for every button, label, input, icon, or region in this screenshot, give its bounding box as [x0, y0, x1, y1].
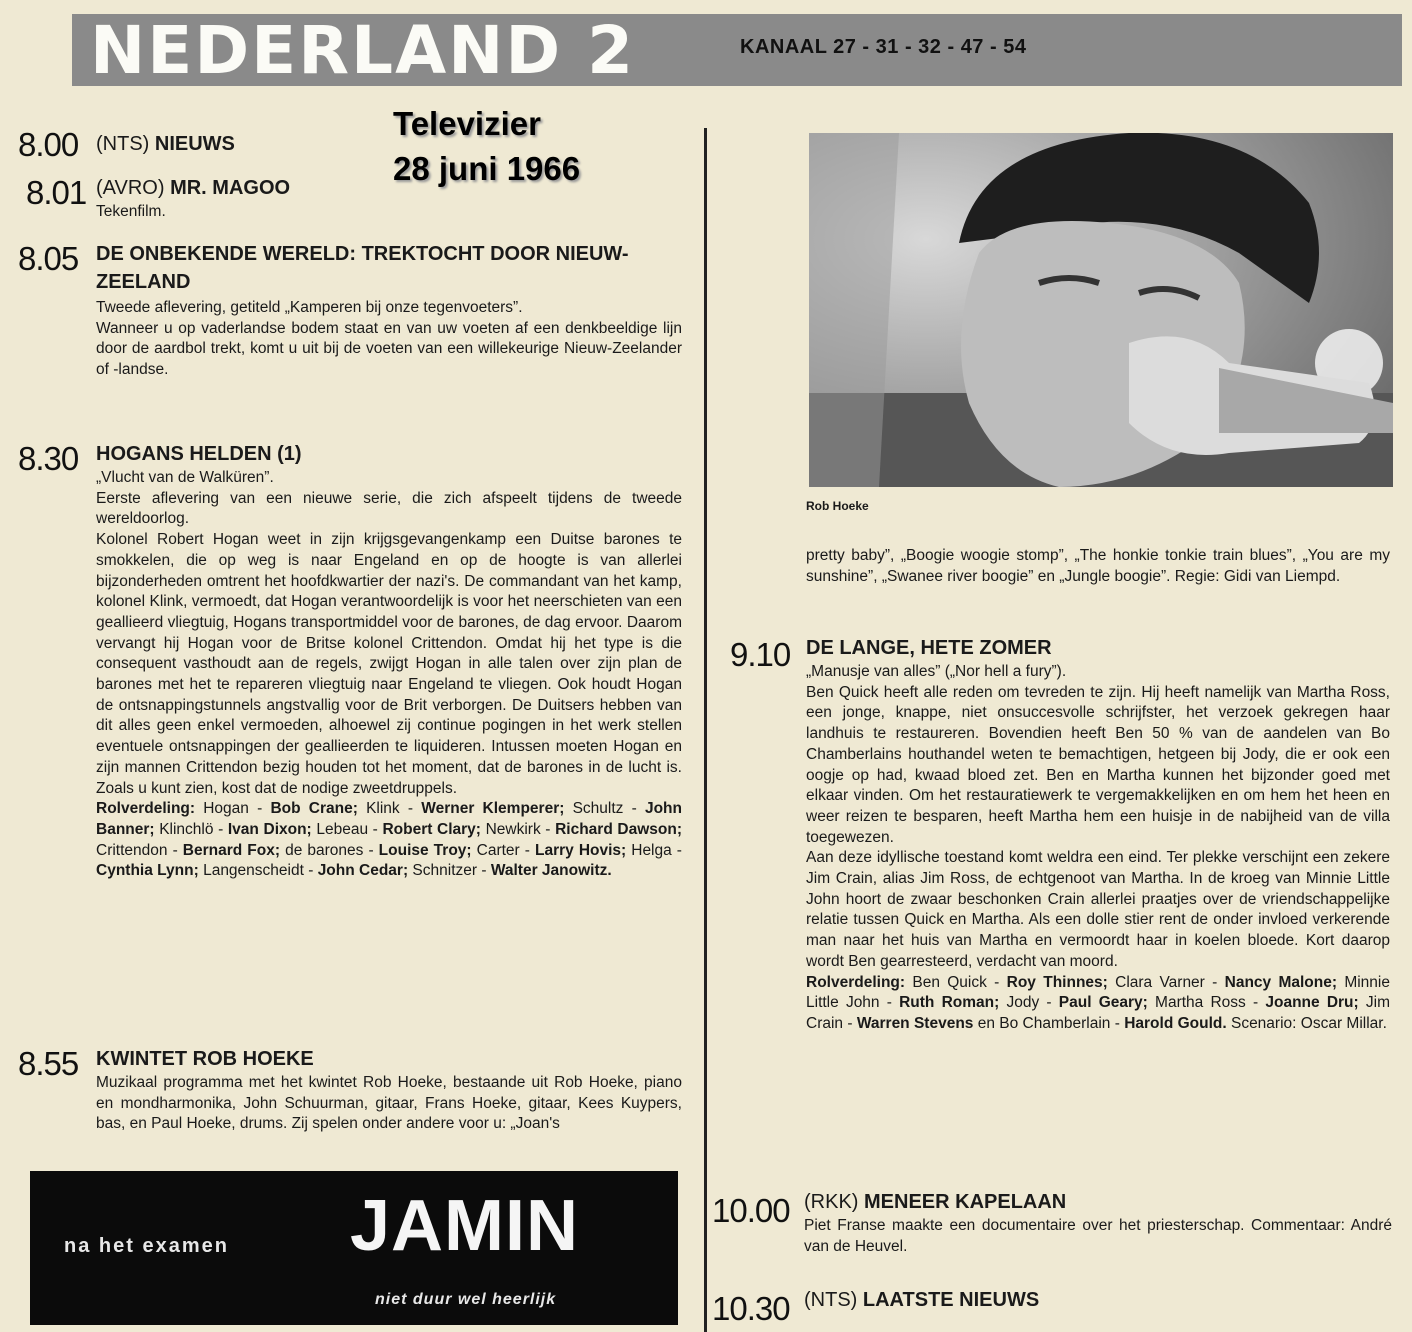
- cast-bold: John Cedar;: [317, 862, 409, 880]
- program-time: 9.10: [730, 636, 791, 673]
- cast-text: Helga -: [626, 841, 682, 859]
- program-description: pretty baby”, „Boogie woogie stomp”, „The honkie tonkie train blues”, „You are my sunshine”, „Swanee river boogie” en „Jungle boogie”. Regie: Gidi van Liempd.: [806, 547, 1390, 585]
- program-broadcaster: (AVRO): [96, 177, 165, 199]
- program-time: 8.01: [26, 174, 87, 211]
- program-cast: [96, 799, 682, 882]
- program-broadcaster: (NTS): [96, 133, 150, 155]
- program-8-55-continued: [806, 546, 1390, 587]
- cast-bold: Joanne Dru;: [1265, 994, 1359, 1012]
- cast-bold: Louise Troy;: [378, 841, 472, 859]
- cast-text: Martha Ross -: [1147, 994, 1266, 1012]
- cast-text: Klinchlö -: [154, 820, 228, 838]
- program-10-00: [712, 1188, 1392, 1257]
- channel-numbers: KANAAL 27 - 31 - 32 - 47 - 54: [740, 36, 1027, 58]
- cast-bold: Rolverdeling:: [96, 800, 196, 818]
- program-title: KWINTET ROB HOEKE: [96, 1048, 314, 1070]
- jamin-advertisement: [30, 1171, 678, 1325]
- cast-text: Crittendon -: [96, 841, 183, 859]
- cast-text: Jim Crain -: [806, 994, 1390, 1032]
- program-8-01: [26, 174, 386, 223]
- ad-tagline-top: na het examen: [64, 1235, 229, 1257]
- cast-text: Jody -: [999, 994, 1059, 1012]
- program-broadcaster: (NTS): [804, 1289, 858, 1311]
- cast-bold: Ruth Roman;: [899, 994, 1000, 1012]
- program-description: Muzikaal programma met het kwintet Rob Hoeke, bestaande uit Rob Hoeke, piano en mondharmonika, John Schuurman, gitaar, Frans Hoeke, gitaar, Kees Kuypers, bas, en Paul Hoeke, drums. Zij spelen onder andere voor u: „Joan's: [96, 1074, 682, 1133]
- cast-bold: Nancy Malone;: [1224, 973, 1338, 991]
- cast-text: Minnie Little John -: [806, 973, 1390, 1012]
- cast-bold: Harold Gould.: [1124, 1014, 1227, 1032]
- program-8-30: [18, 440, 682, 882]
- channel-title: NEDERLAND 2: [90, 12, 636, 89]
- cast-bold: John Banner;: [96, 800, 682, 838]
- cast-bold: Richard Dawson;: [555, 820, 683, 838]
- program-9-10: [730, 634, 1390, 1035]
- program-time: 8.30: [18, 440, 79, 477]
- cast-bold: Larry Hovis;: [534, 841, 627, 859]
- program-description: Tekenfilm.: [96, 203, 166, 220]
- ad-brand-logo: JAMIN: [350, 1186, 580, 1266]
- cast-text: en Bo Chamberlain -: [973, 1014, 1125, 1032]
- program-10-30: [712, 1286, 1392, 1327]
- program-description: „Manusje van alles” („Nor hell a fury”). Ben Quick heeft alle reden om tevreden te zijn. Hij heeft namelijk van Martha Ross, een jonge, knappe, niet onsuccesvolle schrijfster, het verzoek gekregen haar landhuis te restaureren. Bovendien heeft Ben 50 % van de aandelen van Bo Chamberlains houthandel weten te bemachtigen, hetgeen bij Jody, die er ook een oogje op had, kwaad bloed zet. Ben en Martha kunnen het bijzonder goed met elkaar vinden. Om het restauratiewerk te vergemakkelijken en om hem het heen en weer reizen te besparen, heeft Martha hem een huisje in de nabijheid van de villa toegewezen. Aan deze idyllische toestand komt weldra een eind. Ter plekke verschijnt een zekere Jim Crain, alias Jim Ross, de echtgenoot van Martha. In de kroeg van Minnie Little John hoort de zwaar beschonken Crain allerlei praatjes over de vriendschappelijke relatie tussen Quick en Martha. Als een dolle stier rent de onder invloed verkerende man naar het huis van Martha en vermoordt haar in koelen bloede. Kort daarop wordt Ben gearresteerd, verdacht van moord. Rolverdeling: Ben Quick - Roy Thinnes; Clara Varner - Nancy Malone; Minnie Little John - Ruth Roman; Jody - Paul Geary; Martha Ross - Joanne Dru; Jim Crain - Warren Stevens en Bo Chamberlain - Harold Gould. Scenario: Oscar Millar.: [806, 662, 1390, 1035]
- cast-text: Ben Quick -: [905, 973, 1007, 991]
- cast-text: Schnitzer -: [408, 862, 491, 880]
- cast-bold: Roy Thinnes;: [1006, 973, 1108, 991]
- column-divider: [704, 128, 707, 1332]
- rob-hoeke-photo: [809, 133, 1393, 487]
- program-title: DE LANGE, HETE ZOMER: [806, 637, 1052, 659]
- cast-text: Klink -: [357, 800, 422, 818]
- cast-bold: Werner Klemperer;: [421, 800, 565, 818]
- musician-harmonica-image: [809, 133, 1393, 487]
- cast-text: de barones -: [280, 841, 379, 859]
- program-title: MENEER KAPELAAN: [864, 1191, 1067, 1213]
- program-8-55: [18, 1045, 682, 1157]
- program-description: Piet Franse maakte een documentaire over het priesterschap. Commentaar: André van de Heuvel.: [804, 1217, 1392, 1255]
- cast-bold: Ivan Dixon;: [227, 820, 312, 838]
- program-description: Tweede aflevering, getiteld „Kamperen bij onze tegenvoeters”. Wanneer u op vaderlandse bodem staat en van uw voeten af een denkbeeldige lijn door de aardbol trekt, komt u uit bij de voeten van een willekeurige Nieuw-Zeelander of -landse.: [96, 299, 682, 379]
- cast-text: Schultz -: [564, 800, 645, 818]
- cast-text: Carter -: [471, 841, 535, 859]
- cast-bold: Cynthia Lynn;: [96, 862, 199, 880]
- program-time: 10.30: [712, 1290, 790, 1327]
- source-label: [393, 101, 580, 191]
- program-8-00: [18, 126, 358, 163]
- program-broadcaster: (RKK): [804, 1191, 859, 1213]
- cast-bold: Paul Geary;: [1058, 994, 1148, 1012]
- program-title: NIEUWS: [154, 133, 235, 155]
- cast-text: Hogan -: [195, 800, 271, 818]
- cast-bold: Warren Stevens: [856, 1014, 974, 1032]
- cast-bold: Rolverdeling:: [806, 973, 906, 991]
- cast-bold: Bob Crane;: [270, 800, 358, 818]
- ad-tagline-bottom: niet duur wel heerlijk: [375, 1291, 557, 1308]
- program-title: HOGANS HELDEN (1): [96, 443, 302, 465]
- photo-caption: Rob Hoeke: [806, 499, 869, 513]
- program-title: MR. MAGOO: [170, 177, 291, 199]
- program-time: 8.00: [18, 126, 79, 163]
- cast-text: Clara Varner -: [1107, 973, 1225, 991]
- program-cast: [806, 973, 1390, 1035]
- source-magazine: Televizier: [393, 105, 541, 142]
- channel-header: [72, 12, 1402, 89]
- program-title: LAATSTE NIEUWS: [862, 1289, 1040, 1311]
- program-time: 8.05: [18, 240, 79, 277]
- cast-bold: Walter Janowitz.: [490, 862, 612, 880]
- program-time: 10.00: [712, 1192, 790, 1229]
- cast-text: Langenscheidt -: [198, 862, 318, 880]
- cast-bold: Bernard Fox;: [182, 841, 281, 859]
- cast-text: Newkirk -: [480, 820, 556, 838]
- program-title: DE ONBEKENDE WERELD: TREKTOCHT DOOR NIEUW-ZEELAND: [96, 243, 629, 293]
- program-description: „Vlucht van de Walküren”. Eerste aflevering van een nieuwe serie, die zich afspeelt tijdens de tweede wereldoorlog. Kolonel Robert Hogan weet in zijn krijgsgevangenkamp een Duitse barones te smokkelen, die op weg is naar Engeland en op de hoogte is van allerlei bijzonderheden omtrent het hoofdkwartier der nazi's. De commandant van het kamp, kolonel Klink, vermoedt, dat Hogan verantwoordelijk is voor het neerschieten van een geallieerd vliegtuig, Hogans transportmiddel voor de barones, de dag ervoor. Daarom vervangt hij Hogan voor de Britse kolonel Crittendon. Omdat hij het type is die consequent vasthoudt aan de regels, zwijgt Hogan in alle talen over zijn plan de barones met het te repareren vliegtuig naar Engeland te vliegen. Ook houdt Hogan de ontsnappingstunnels angstvallig voor de Brit verborgen. De Duitsers hebben van dit alles geen enkel vermoeden, alhoewel zij continue pogingen in het werk stellen eventuele ontsnappingen der geallieerden te liquideren. Intussen moeten Hogan en zijn mannen Crittendon bezig houden tot het moment, dat de barones in de lucht is. Zoals u kunt zien, kost dat de nodige zweetdruppels. Rolverdeling: Hogan - Bob Crane; Klink - Werner Klemperer; Schultz - John Banner; Klinchlö - Ivan Dixon; Lebeau - Robert Clary; Newkirk - Richard Dawson; Crittendon - Bernard Fox; de barones - Louise Troy; Carter - Larry Hovis; Helga - Cynthia Lynn; Langenscheidt - John Cedar; Schnitzer - Walter Janowitz.: [96, 468, 682, 882]
- source-date: 28 juni 1966: [393, 150, 581, 187]
- cast-text: Lebeau -: [311, 820, 383, 838]
- cast-bold: Robert Clary;: [382, 820, 481, 838]
- program-8-05: [18, 240, 682, 381]
- program-time: 8.55: [18, 1045, 79, 1082]
- cast-text: Scenario: Oscar Millar.: [1226, 1014, 1387, 1032]
